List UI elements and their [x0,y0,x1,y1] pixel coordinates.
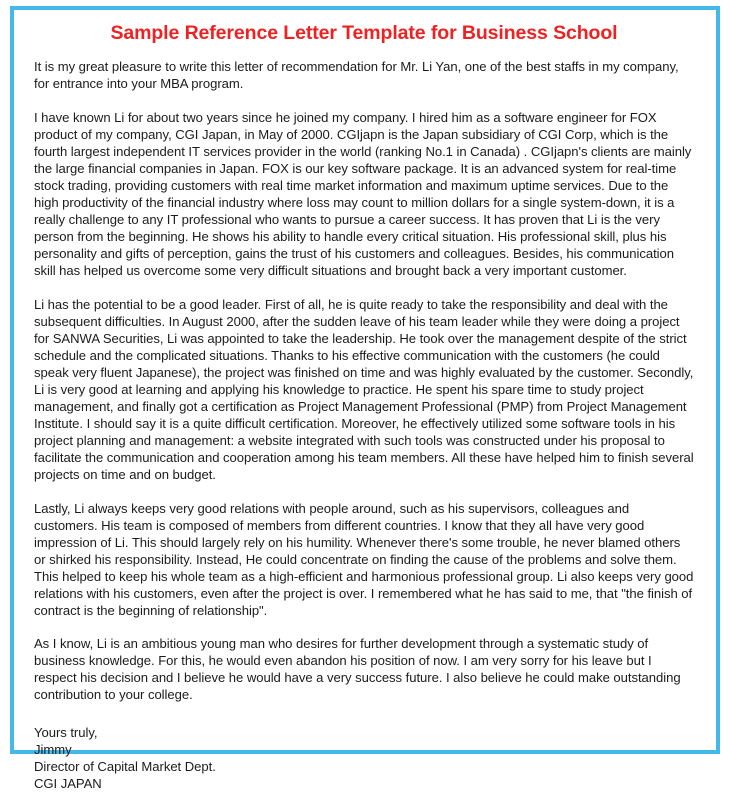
signature-name: Jimmy [34,741,72,757]
letter-page [14,10,716,791]
paragraph-intro: It is my great pleasure to write this letter of recommendation for Mr. Li Yan, one of the best staffs in my company, for entrance into your MBA program. [34,59,679,92]
signature-company: CGI JAPAN [34,775,102,791]
paragraph-leadership: Li has the potential to be a good leader. First of all, he is quite ready to take the responsibility and deal with the subsequent difficulties. In August 2000, after the sudden leave of his team leader while they were doing a project for SANWA Securities, Li was appointed to take the leadership. He took over the management despite of the strict schedule and the complicated situations. Thanks to his effective communication with the customers (he could speak very fluent Japanese), the project was finished on time and was highly evaluated by the customer. Secondly, Li is very good at learning and applying his knowledge to practice. He spent his spare time to study project management, and finally got a certification as Project Management Professional (PMP) from Project Management Institute. I should say it is a quite difficult certification. Moreover, he effectively utilized some software tools in his project planning and management: a website integrated with such tools was constructed under his proposal to facilitate the communication and cooperation among his team members. All these have helped him to finish several projects on time and on budget. [34,296,694,483]
signature-closing: Yours truly, [34,724,98,740]
letter-border-frame [10,6,720,791]
signature-block [34,724,694,792]
paragraph-background: I have known Li for about two years since he joined my company. I hired him as a software engineer for FOX product of my company, CGI Japan, in May of 2000. CGIjapn is the Japan subsidiary of CGI Corp, which is the fourth largest independent IT services provider in the world (ranking No.1 in Canada) . CGIjapn's clients are mainly the large financial companies in Japan. FOX is our key software package. It is an advanced system for real-time stock trading, providing customers with real time market information and maximum uptime services. Due to the high productivity of the financial industry where loss may count to million dollars for a single system-down, it is a really challenge to any IT professional who wants to pursue a career success. It has proven that Li is the very person from the beginning. He shows his ability to handle every critical situation. His professional skill, plus his personality and gifts of perception, gains the trust of his customers and colleagues. Besides, his communication skill has helped us overcome some very difficult situations and brought back a very important customer. [34,109,692,279]
signature-job-title: Director of Capital Market Dept. [34,758,216,774]
page-title: Sample Reference Letter Template for Business School [110,22,618,44]
paragraph-relations: Lastly, Li always keeps very good relations with people around, such as his supervisors, colleagues and customers. His team is composed of members from different countries. I know that they all have very good impression of Li. This should largely rely on his humility. Whenever there's some trouble, he never blamed others or shirked his responsibility. Instead, He could concentrate on finding the cause of the problems and solve them. This helped to keep his whole team as a high-efficient and harmonious professional group. Li also keeps very good relations with his customers, even after the project is over. I remembered what he has said to me, that "the finish of contract is the beginning of relationship". [34,500,694,619]
paragraph-closing-recommendation: As I know, Li is an ambitious young man who desires for further development through a systematic study of business knowledge. For this, he would even abandon his position of now. I am very sorry for his leave but I respect his decision and I believe he would have a very success future. I also believe he could make outstanding contribution to your college. [34,636,681,703]
letter-body [34,58,694,703]
